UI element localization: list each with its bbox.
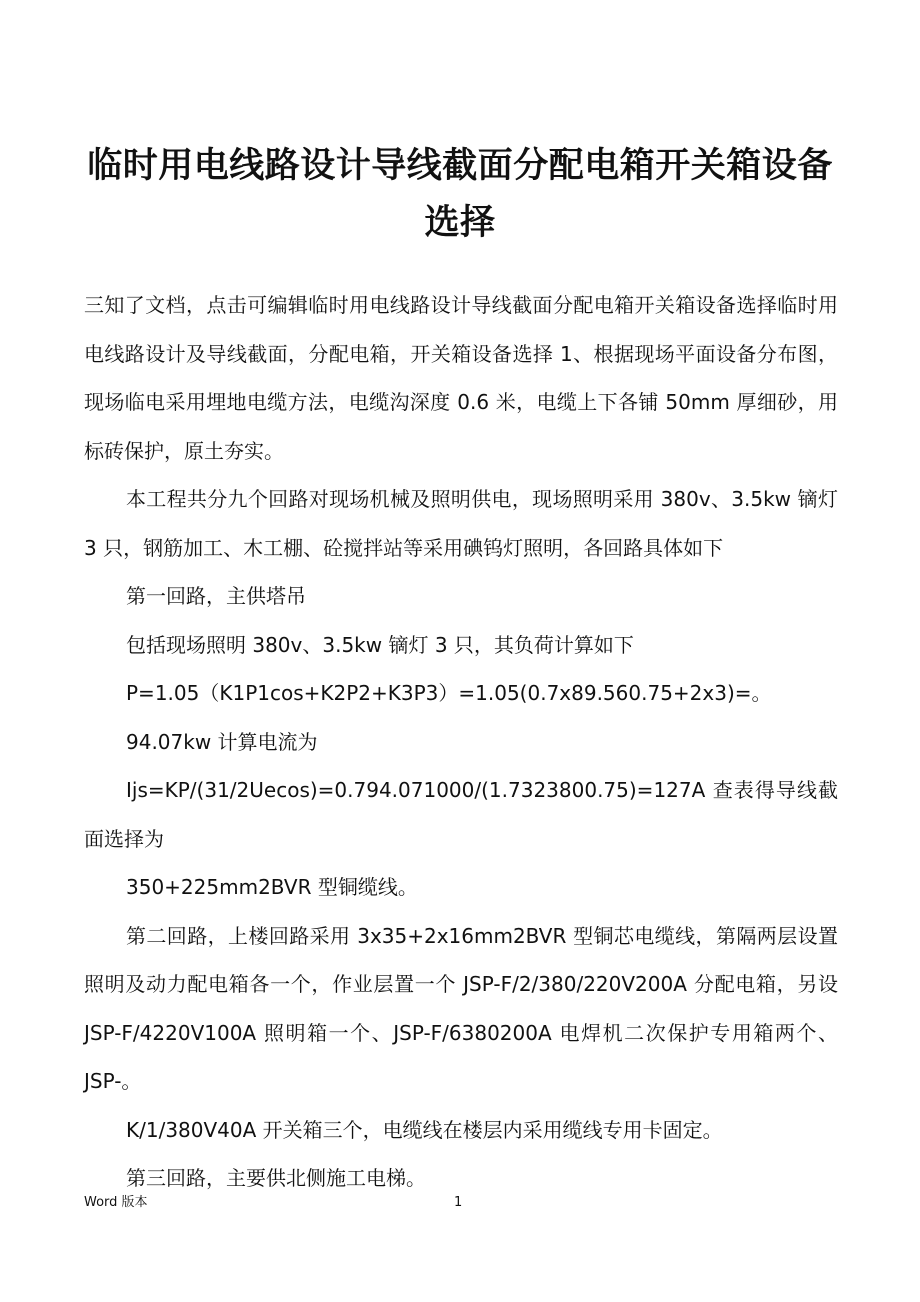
document-title: 临时用电线路设计导线截面分配电箱开关箱设备选择 xyxy=(87,146,833,243)
page-number: 1 xyxy=(454,1195,463,1210)
footer-label: Word 版本 xyxy=(84,1195,148,1210)
paragraph-circuit-3: 第三回路，主要供北侧施工电梯。 xyxy=(126,1166,426,1190)
paragraph-circuit-2: 第二回路，上楼回路采用 3x35+2x16mm2BVR 型铜芯电缆线，第隔两层设置照明及动力配电箱各一个，作业层置一个 JSP-F/2/380/220V200A 分配电箱，另设 JSP-F/4220V100A 照明箱一个、JSP-F/6380200A 电焊机二次保护专用箱两个、JSP-。 xyxy=(84,923,838,1093)
paragraph-cable-spec: 350+225mm2BVR 型铜缆线。 xyxy=(126,875,418,899)
paragraph-circuit-1-heading: 第一回路，主供塔吊 xyxy=(126,584,306,608)
document-body xyxy=(84,281,838,1203)
paragraph-current-formula: Ijs=KP/(31/2Uecos)=0.794.071000/(1.7323800.75)=127A 查表得导线截面选择为 xyxy=(84,778,838,851)
paragraph-current-label: 94.07kw 计算电流为 xyxy=(126,729,318,754)
paragraph-load-formula: P=1.05（K1P1cos+K2P2+K3P3）=1.05(0.7x89.560.75+2x3)=。 xyxy=(126,681,772,705)
paragraph-switch-boxes: K/1/380V40A 开关箱三个，电缆线在楼层内采用缆线专用卡固定。 xyxy=(126,1117,723,1142)
paragraph-intro: 三知了文档，点击可编辑临时用电线路设计导线截面分配电箱开关箱设备选择临时用电线路设计及导线截面，分配电箱，开关箱设备选择 1、根据现场平面设备分布图，现场临电采用埋地电缆方法，电缆沟深度 0.6 米，电缆上下各铺 50mm 厚细砂，用标砖保护，原土夯实。 xyxy=(84,293,838,463)
paragraph-circuits-overview: 本工程共分九个回路对现场机械及照明供电，现场照明采用 380v、3.5kw 镝灯 3 只，钢筋加工、木工棚、砼搅拌站等采用碘钨灯照明，各回路具体如下 xyxy=(84,487,838,560)
paragraph-circuit-1-lighting: 包括现场照明 380v、3.5kw 镝灯 3 只，其负荷计算如下 xyxy=(126,632,634,657)
